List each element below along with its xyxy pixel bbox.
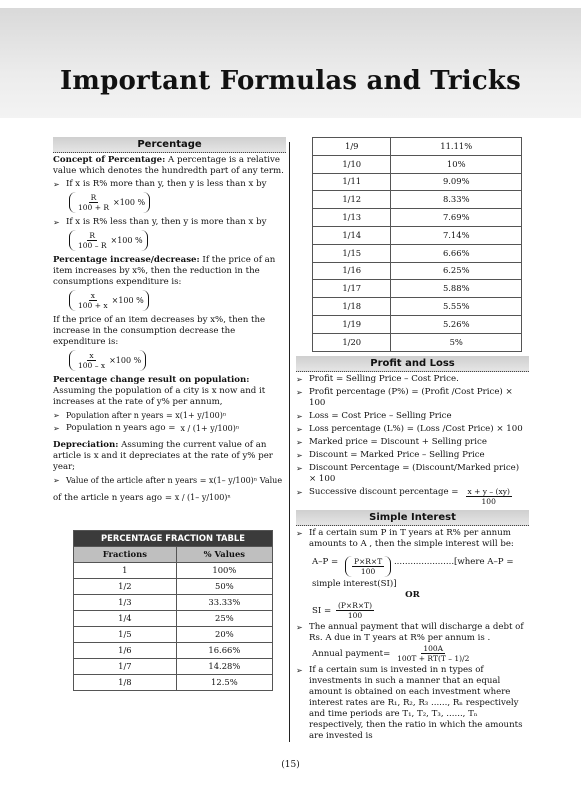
list-item: [296, 374, 529, 385]
percent-cell: 33.33%: [176, 595, 272, 611]
fraction-cell: 1/8: [74, 675, 177, 691]
fraction-cell: 1/3: [74, 595, 177, 611]
table-row: [313, 315, 522, 333]
table-title: PERCENTAGE FRACTION TABLE: [74, 531, 273, 547]
fraction-cell: 1/12: [313, 191, 391, 209]
fraction-cell: 1/18: [313, 298, 391, 316]
table-row: [74, 595, 273, 611]
profit-loss-list: [296, 374, 529, 485]
formula: [69, 350, 146, 371]
concept-label: Concept of Percentage:: [53, 155, 166, 165]
fraction-cell: 1/5: [74, 627, 177, 643]
fraction-cell: 1/9: [313, 138, 391, 156]
bullet-text: Loss percentage (L%) = (Loss /Cost Price) × 100: [309, 423, 523, 434]
arrow-bullet-icon: ➢: [53, 411, 60, 420]
depreciation-after-formula: Value of the article after n years = x(1– y/100)ⁿ Value: [66, 476, 283, 485]
percent-cell: 5.26%: [391, 315, 522, 333]
fraction-cell: 1/10: [313, 155, 391, 173]
formula-tail: ×100 %: [110, 236, 143, 245]
arrow-bullet-icon: ➢: [296, 387, 303, 397]
percent-cell: 20%: [176, 627, 272, 643]
formula-numerator: P×R×T: [353, 556, 383, 566]
annual-payment-label: Annual payment=: [312, 648, 391, 659]
table-row: [74, 563, 273, 579]
percent-cell: 11.11%: [391, 138, 522, 156]
fraction-table-continued: [312, 137, 522, 352]
percent-cell: 100%: [176, 563, 272, 579]
table-row: [74, 579, 273, 595]
depreciation-ago-formula: x / (1– y/100)ⁿ: [174, 493, 231, 502]
percentage-fraction-table: [73, 530, 273, 691]
si-label: simple interest(SI)]: [312, 578, 397, 589]
table-row: [313, 333, 522, 351]
arrow-bullet-icon: ➢: [296, 437, 303, 447]
percent-cell: 5.55%: [391, 298, 522, 316]
percent-cell: 6.25%: [391, 262, 522, 280]
fraction-cell: 1/14: [313, 226, 391, 244]
table-row: [313, 262, 522, 280]
percent-cell: 9.09%: [391, 173, 522, 191]
formula-numerator: x: [90, 291, 95, 300]
arrow-bullet-icon: ➢: [296, 487, 303, 497]
formula-numerator: (P×R×T): [337, 600, 373, 610]
formula-numerator: x + y – (xy): [467, 486, 510, 496]
percent-cell: 25%: [176, 611, 272, 627]
table-row: [313, 280, 522, 298]
list-item: [53, 179, 286, 190]
section-heading-percentage: Percentage: [53, 137, 286, 153]
fraction-cell: 1/4: [74, 611, 177, 627]
bullet-text: If x is R% less than y, then y is more than x by: [66, 217, 267, 227]
list-item: [296, 528, 529, 550]
depreciation-ago-label: of the article n years ago =: [53, 493, 173, 503]
percent-cell: 5.88%: [391, 280, 522, 298]
arrow-bullet-icon: ➢: [296, 463, 303, 473]
table-row: [313, 155, 522, 173]
table-row: [313, 244, 522, 262]
title-band: [0, 8, 581, 118]
formula-numerator: 100A: [423, 643, 444, 653]
section-heading-profit-loss: Profit and Loss: [296, 356, 529, 372]
fraction-cell: 1/11: [313, 173, 391, 191]
or-label: OR: [405, 589, 420, 600]
percent-cell: 10%: [391, 155, 522, 173]
percent-cell: 12.5%: [176, 675, 272, 691]
list-item: [296, 487, 529, 506]
table-row: [313, 226, 522, 244]
fraction-cell: 1/16: [313, 262, 391, 280]
table-row: [74, 659, 273, 675]
arrow-bullet-icon: ➢: [53, 424, 60, 433]
fraction-cell: 1/7: [74, 659, 177, 675]
percent-cell: 16.66%: [176, 643, 272, 659]
list-item: [296, 463, 529, 485]
arrow-bullet-icon: ➢: [296, 528, 303, 538]
table-row: [74, 627, 273, 643]
percent-cell: 5%: [391, 333, 522, 351]
bullet-text: If a certain sum is invested in n types of investments in such a manner that an equal amount is obtained on each investment where interest rates are R₁, R₂, R₃ ......, Rₙ respectively and time periods are T₁, T₂, T₃, ......, Tₙ respectively, then the ratio in which the amounts are invested is: [309, 664, 523, 741]
list-item: [53, 475, 286, 486]
formula-denominator: 100: [360, 566, 376, 576]
formula: [69, 192, 150, 213]
population-label: Percentage change result on population:: [53, 375, 250, 385]
column-divider: [289, 142, 290, 742]
list-item: [296, 665, 529, 742]
formula: [69, 230, 148, 251]
fraction-cell: 1/2: [74, 579, 177, 595]
percent-cell: 8.33%: [391, 191, 522, 209]
percent-cell: 14.28%: [176, 659, 272, 675]
list-item: [53, 217, 286, 228]
formula-denominator: 100T + RT(T – 1)/2: [397, 653, 470, 663]
list-item: [296, 387, 529, 409]
incdec-text: If the price of an item increases by x%, then the reduction in the consumptions expenditure is:: [53, 255, 276, 287]
right-column: [296, 137, 529, 742]
bullet-text: Loss = Cost Price – Selling Price: [309, 410, 452, 421]
arrow-bullet-icon: ➢: [296, 622, 303, 632]
bullet-text: Profit percentage (P%) = (Profit /Cost Price) × 100: [309, 386, 513, 408]
table-row: [313, 191, 522, 209]
list-item: [53, 410, 286, 421]
depreciation-text: Assuming the current value of an article is x and it depreciates at the rate of y% per year;: [53, 440, 273, 472]
table-row: [313, 173, 522, 191]
formula-denominator: 100 – x: [78, 361, 106, 370]
concept-text: A percentage is a relative value which denotes the hundredth part of any term.: [53, 155, 284, 176]
arrow-bullet-icon: ➢: [296, 411, 303, 421]
column-header: % Values: [176, 547, 272, 563]
table-row: [313, 209, 522, 227]
successive-discount-label: Successive discount percentage =: [309, 486, 459, 497]
bullet-text: The annual payment that will discharge a debt of Rs. A due in T years at R% per annum is .: [309, 621, 524, 643]
arrow-bullet-icon: ➢: [53, 180, 60, 189]
arrow-bullet-icon: ➢: [53, 476, 60, 485]
bullet-text: Discount = Marked Price – Selling Price: [309, 449, 485, 460]
page-number: (15): [281, 760, 300, 770]
incdec-label: Percentage increase/decrease:: [53, 255, 200, 265]
list-item: [296, 437, 529, 448]
fraction-cell: 1: [74, 563, 177, 579]
percent-cell: 7.69%: [391, 209, 522, 227]
bullet-text: If x is R% more than y, then y is less than x by: [66, 179, 267, 189]
arrow-bullet-icon: ➢: [53, 218, 60, 227]
bullet-text: If a certain sum P in T years at R% per annum amounts to A , then the simple interest will be:: [309, 527, 514, 549]
bullet-text: Profit = Selling Price – Cost Price.: [309, 373, 459, 384]
section-heading-simple-interest: Simple Interest: [296, 510, 529, 526]
population-ago-label: Population n years ago =: [66, 423, 176, 433]
fraction-cell: 1/15: [313, 244, 391, 262]
list-item: [53, 423, 286, 434]
formula-numerator: R: [90, 193, 97, 202]
table-row: [74, 611, 273, 627]
bullet-text: Marked price = Discount + Selling price: [309, 436, 487, 447]
fraction-cell: 1/6: [74, 643, 177, 659]
fraction-cell: 1/20: [313, 333, 391, 351]
depreciation-label: Depreciation:: [53, 440, 119, 450]
formula-denominator: 100 + x: [78, 301, 108, 310]
formula-tail: ×100 %: [113, 198, 146, 207]
si-am-p: A–P =: [312, 556, 339, 567]
formula: [69, 290, 149, 311]
list-item: [296, 450, 529, 461]
table-row: [74, 643, 273, 659]
si-eq: SI =: [312, 605, 332, 616]
left-column: [53, 137, 286, 691]
decrease-text: If the price of an item decreases by x%, then the increase in the consumption decrease the expenditure is:: [53, 315, 266, 347]
formula-denominator: 100: [481, 496, 496, 506]
fraction-cell: 1/13: [313, 209, 391, 227]
fraction-cell: 1/17: [313, 280, 391, 298]
bullet-text: Discount Percentage = (Discount/Marked price) × 100: [309, 462, 520, 484]
arrow-bullet-icon: ➢: [296, 424, 303, 434]
fraction-cell: 1/19: [313, 315, 391, 333]
formula-denominator: 100 + R: [78, 203, 110, 212]
percent-cell: 6.66%: [391, 244, 522, 262]
formula-denominator: 100 – R: [78, 241, 107, 250]
table-row: [313, 298, 522, 316]
list-item: [296, 622, 529, 644]
population-after-formula: Population after n years = x(1+ y/100)ⁿ: [66, 411, 227, 420]
formula-tail: ×100 %: [111, 296, 144, 305]
list-item: [296, 424, 529, 435]
formula-numerator: x: [89, 351, 94, 360]
percent-cell: 50%: [176, 579, 272, 595]
si-where: ......................[where A–P =: [393, 556, 514, 567]
list-item: [296, 411, 529, 422]
population-text: Assuming the population of a city is x now and it increases at the rate of y% per annum,: [53, 386, 266, 407]
formula-tail: ×100 %: [109, 356, 142, 365]
table-row: [74, 675, 273, 691]
arrow-bullet-icon: ➢: [296, 665, 303, 675]
arrow-bullet-icon: ➢: [296, 450, 303, 460]
page-title: Important Formulas and Tricks: [60, 66, 521, 96]
formula-numerator: R: [89, 231, 96, 240]
percent-cell: 7.14%: [391, 226, 522, 244]
arrow-bullet-icon: ➢: [296, 374, 303, 384]
population-ago-formula: x / (1+ y/100)ⁿ: [180, 424, 240, 433]
column-header: Fractions: [74, 547, 177, 563]
table-row: [313, 138, 522, 156]
formula-denominator: 100: [347, 610, 363, 620]
